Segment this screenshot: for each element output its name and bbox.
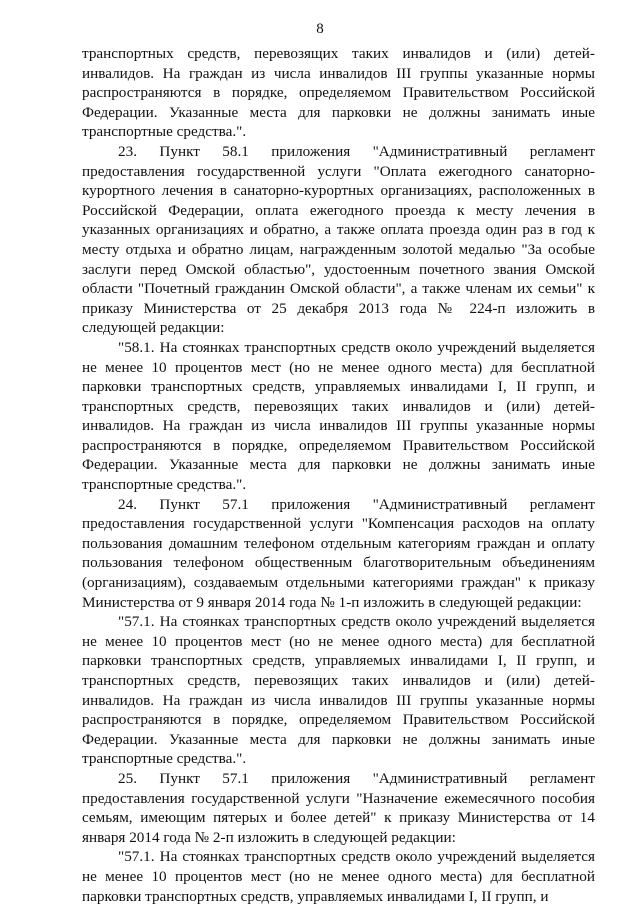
paragraph-continuation: транспортных средств, перевозящих таких инвалидов и (или) детей-инвалидов. На граждан из числа инвалидов III группы указанные нормы распространяются в порядке, определяемом Правительством Российской Федерации. Указанные места для парковки не должны занимать иные транспортные средства.". [82, 45, 595, 141]
paragraph-quote-57-1-a: "57.1. На стоянках транспортных средств около учреждений выделяется не менее 10 процентов мест (но не менее одного места) для бесплатной парковки транспортных средств, управляемых инвалидами I, II групп, и транспортных средств, перевозящих таких инвалидов и (или) детей-инвалидов. На граждан из числа инвалидов III группы указанные нормы распространяются в порядке, определяемом Правительством Российской Федерации. Указанные места для парковки не должны занимать иные транспортные средства.". [82, 613, 595, 768]
paragraph-item-25: 25. Пункт 57.1 приложения "Административный регламент предоставления государственной услуги "Назначение ежемесячного пособия семьям, имеющим пятерых и более детей" к приказу Министерства от 14 января 2014 года № 2-п изложить в следующей редакции: [82, 769, 595, 846]
paragraph-item-23: 23. Пункт 58.1 приложения "Административный регламент предоставления государственной услуги "Оплата ежегодного санаторно-курортного лечения в санаторно-курортных организациях, расположенных в Российской Федерации, оплата ежегодного проезда к месту лечения в указанных организациях и обратно, а также оплата проезда один раз в год к месту отдыха и обратно лицам, награжденным золотой медалью "За особые заслуги перед Омской областью", удостоенным почетного звания Омской области "Почетный гражданин Омской области", а также членам их семьи" к приказу Министерства от 25 декабря 2013 года № 224-п изложить в следующей редакции: [82, 142, 595, 337]
paragraph-quote-57-1-b: "57.1. На стоянках транспортных средств около учреждений выделяется не менее 10 процентов мест (но не менее одного места) для бесплатной парковки транспортных средств, управляемых инвалидами I, II групп, и [82, 848, 595, 905]
document-body [82, 44, 595, 906]
paragraph-item-24: 24. Пункт 57.1 приложения "Административный регламент предоставления государственной услуги "Компенсация расходов на оплату пользования домашним телефоном отдельным категориям граждан и оплату пользования телефоном общественным благотворительным объединениям (организациям), создаваемым отдельными категориями граждан" к приказу Министерства от 9 января 2014 года № 1-п изложить в следующей редакции: [82, 495, 595, 611]
paragraph-quote-58-1: "58.1. На стоянках транспортных средств около учреждений выделяется не менее 10 процентов мест (но не менее одного места) для бесплатной парковки транспортных средств, управляемых инвалидами I, II групп, и транспортных средств, перевозящих таких инвалидов и (или) детей-инвалидов. На граждан из числа инвалидов III группы указанные нормы распространяются в порядке, определяемом Правительством Российской Федерации. Указанные места для парковки не должны занимать иные транспортные средства.". [82, 338, 595, 494]
page-number: 8 [316, 21, 324, 37]
